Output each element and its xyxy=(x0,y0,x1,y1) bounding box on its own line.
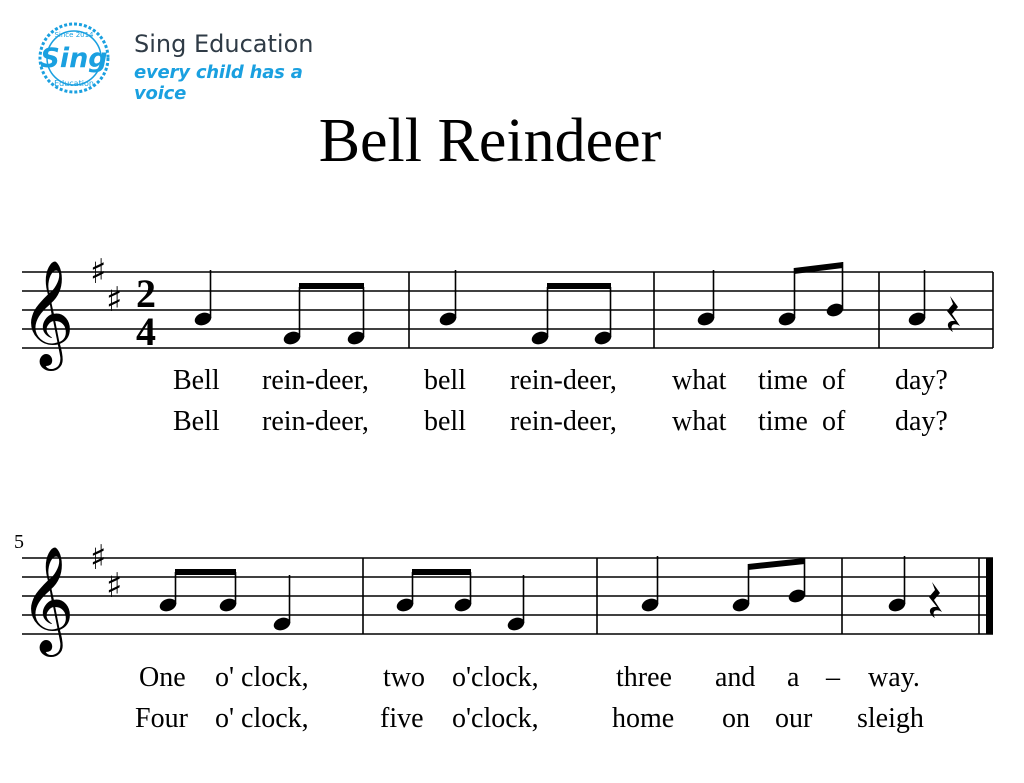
time-signature-bottom: 4 xyxy=(136,309,156,354)
treble-clef-icon: 𝄞 xyxy=(20,545,75,652)
lyric: three xyxy=(616,662,672,693)
lyrics-system-1 xyxy=(173,365,948,437)
final-barline xyxy=(986,558,993,634)
lyric: bell xyxy=(424,365,466,396)
lyric: Bell xyxy=(173,365,220,396)
lyric: home xyxy=(612,703,675,734)
measure-4 xyxy=(907,270,960,332)
lyric: way. xyxy=(868,662,920,693)
lyric: o'clock, xyxy=(452,662,539,693)
lyric: rein-deer, xyxy=(262,365,369,396)
lyric: rein-deer, xyxy=(262,406,369,437)
lyric-hyphen: – xyxy=(826,662,840,693)
measure-8 xyxy=(887,556,942,618)
lyric: what xyxy=(672,406,727,437)
lyric: o'clock, xyxy=(452,703,539,734)
lyric: on xyxy=(722,703,750,734)
lyric: of xyxy=(822,406,846,437)
beam xyxy=(748,558,805,570)
lyric: o' clock, xyxy=(215,662,309,693)
lyric: rein-deer, xyxy=(510,406,617,437)
lyric: what xyxy=(672,365,727,396)
lyric: rein-deer, xyxy=(510,365,617,396)
measure-6 xyxy=(395,569,526,633)
svg-text:Since 2014: Since 2014 xyxy=(54,31,94,39)
lyric: day? xyxy=(895,406,948,437)
measure-7 xyxy=(640,556,807,614)
treble-clef-icon: 𝄞 xyxy=(20,259,75,366)
beam xyxy=(299,283,364,289)
measure-1 xyxy=(193,270,366,347)
lyric: bell xyxy=(424,406,466,437)
lyric: and xyxy=(715,662,756,693)
time-signature-top: 2 xyxy=(136,271,156,316)
key-signature-sharp-c-icon: ♯ xyxy=(106,280,123,320)
lyric: sleigh xyxy=(857,703,924,734)
beam xyxy=(547,283,611,289)
brand-tagline: every child has a voice xyxy=(134,62,303,104)
song-title: Bell Reindeer xyxy=(318,107,662,175)
lyric: five xyxy=(380,703,424,734)
lyric: One xyxy=(139,662,186,693)
lyric: time xyxy=(758,365,808,396)
brand-name: Sing Education xyxy=(134,30,314,58)
lyric: two xyxy=(383,662,425,693)
measure-number: 5 xyxy=(14,531,24,553)
svg-text:Sing: Sing xyxy=(40,43,108,74)
beam xyxy=(412,569,471,575)
key-signature-sharp-f-icon: ♯ xyxy=(90,252,107,292)
lyric: of xyxy=(822,365,846,396)
lyric: Bell xyxy=(173,406,220,437)
svg-text:Education: Education xyxy=(54,79,94,88)
quarter-rest-icon xyxy=(947,296,960,332)
key-signature-sharp-f-icon: ♯ xyxy=(90,538,107,578)
lyric: our xyxy=(775,703,813,734)
lyric: Four xyxy=(135,703,188,734)
key-signature-sharp-c-icon: ♯ xyxy=(106,566,123,606)
measure-5 xyxy=(158,569,292,633)
measure-2 xyxy=(438,270,613,347)
lyric: time xyxy=(758,406,808,437)
lyrics-system-2 xyxy=(135,662,924,734)
lyric: day? xyxy=(895,365,948,396)
staff-system-2 xyxy=(22,558,993,634)
lyric: a xyxy=(787,662,800,693)
lyric: o' clock, xyxy=(215,703,309,734)
beam xyxy=(175,569,236,575)
staff-system-1 xyxy=(22,272,993,348)
quarter-rest-icon xyxy=(929,582,942,618)
